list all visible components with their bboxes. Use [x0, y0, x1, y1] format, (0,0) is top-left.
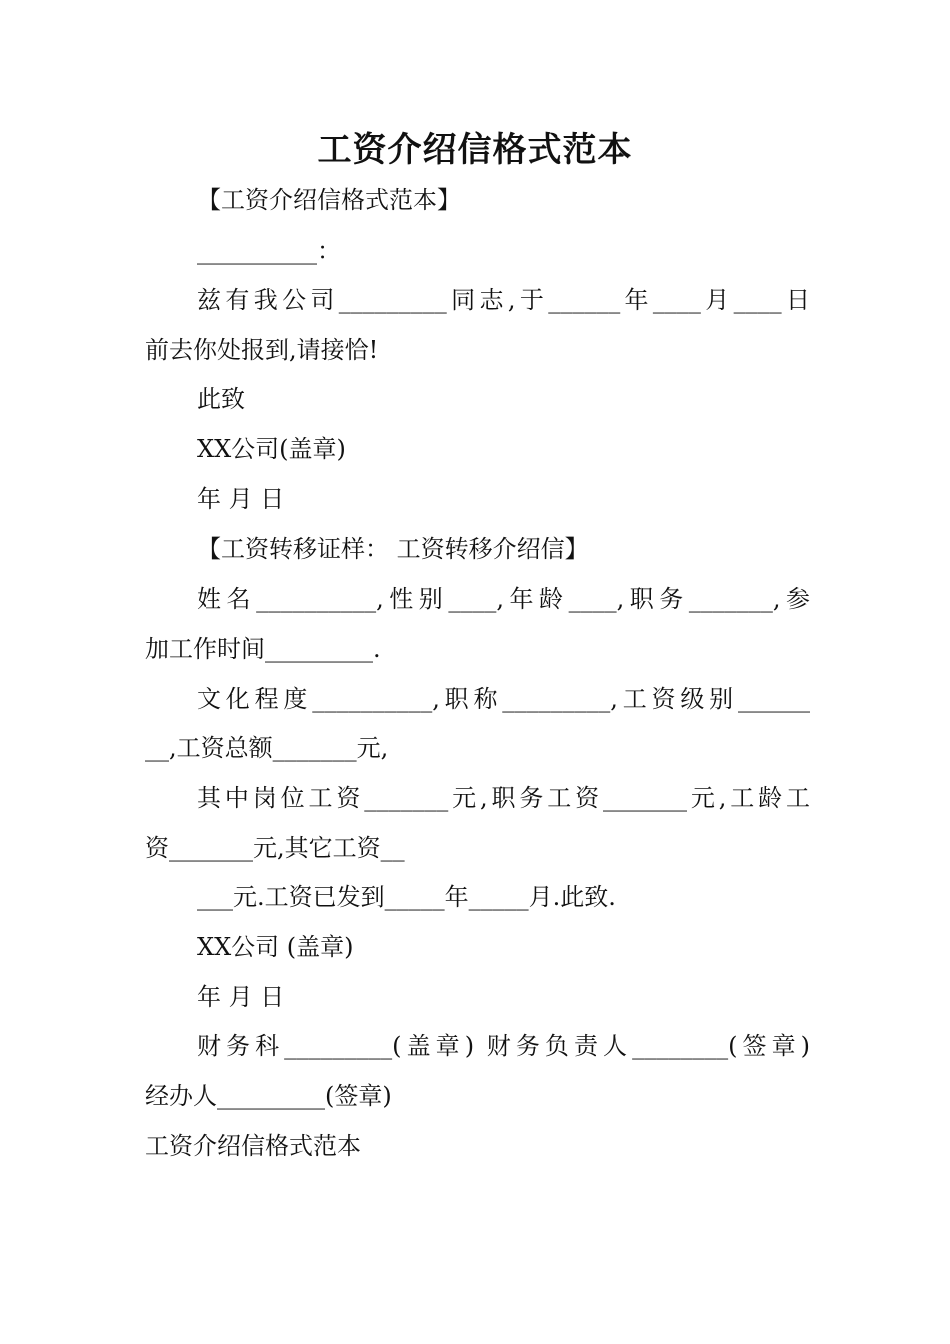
date-line: 年 月 日 — [197, 983, 285, 1011]
form-field-line: 加工作时间_________. — [145, 635, 381, 663]
form-field-line: 资_______元,其它工资__ — [145, 834, 405, 862]
section-heading-transfer: 【工资转移证样： 工资转移介绍信】 — [197, 535, 589, 563]
closing-salutation: 此致 — [197, 385, 245, 413]
form-field-line: __,工资总额_______元, — [145, 734, 389, 762]
section-heading-intro: 【工资介绍信格式范本】 — [197, 186, 461, 214]
form-field-line: 其中岗位工资_______元,职务工资_______元,工龄工 — [197, 784, 810, 812]
document-title: 工资介绍信格式范本 — [317, 130, 633, 170]
date-line: 年 月 日 — [197, 485, 285, 513]
body-paragraph-line: 兹有我公司_________同志,于______年____月____日 — [197, 286, 810, 314]
body-paragraph-line: 前去你处报到,请接恰! — [145, 336, 379, 364]
signature-line: 经办人_________(签章) — [145, 1082, 392, 1110]
form-field-line: 文化程度__________,职称_________,工资级别______ — [197, 685, 810, 713]
signature-line: 财务科_________(盖章) 财务负责人________(签章) — [197, 1032, 810, 1060]
footer-title: 工资介绍信格式范本 — [145, 1132, 361, 1160]
company-seal-line: XX公司 (盖章) — [197, 933, 354, 961]
addressee-line: __________： — [197, 237, 341, 265]
company-seal-line: XX公司(盖章) — [197, 435, 346, 463]
form-field-line: ___元.工资已发到_____年_____月.此致. — [197, 883, 616, 911]
form-field-line: 姓名__________,性别____,年龄____,职务_______,参 — [197, 585, 810, 613]
